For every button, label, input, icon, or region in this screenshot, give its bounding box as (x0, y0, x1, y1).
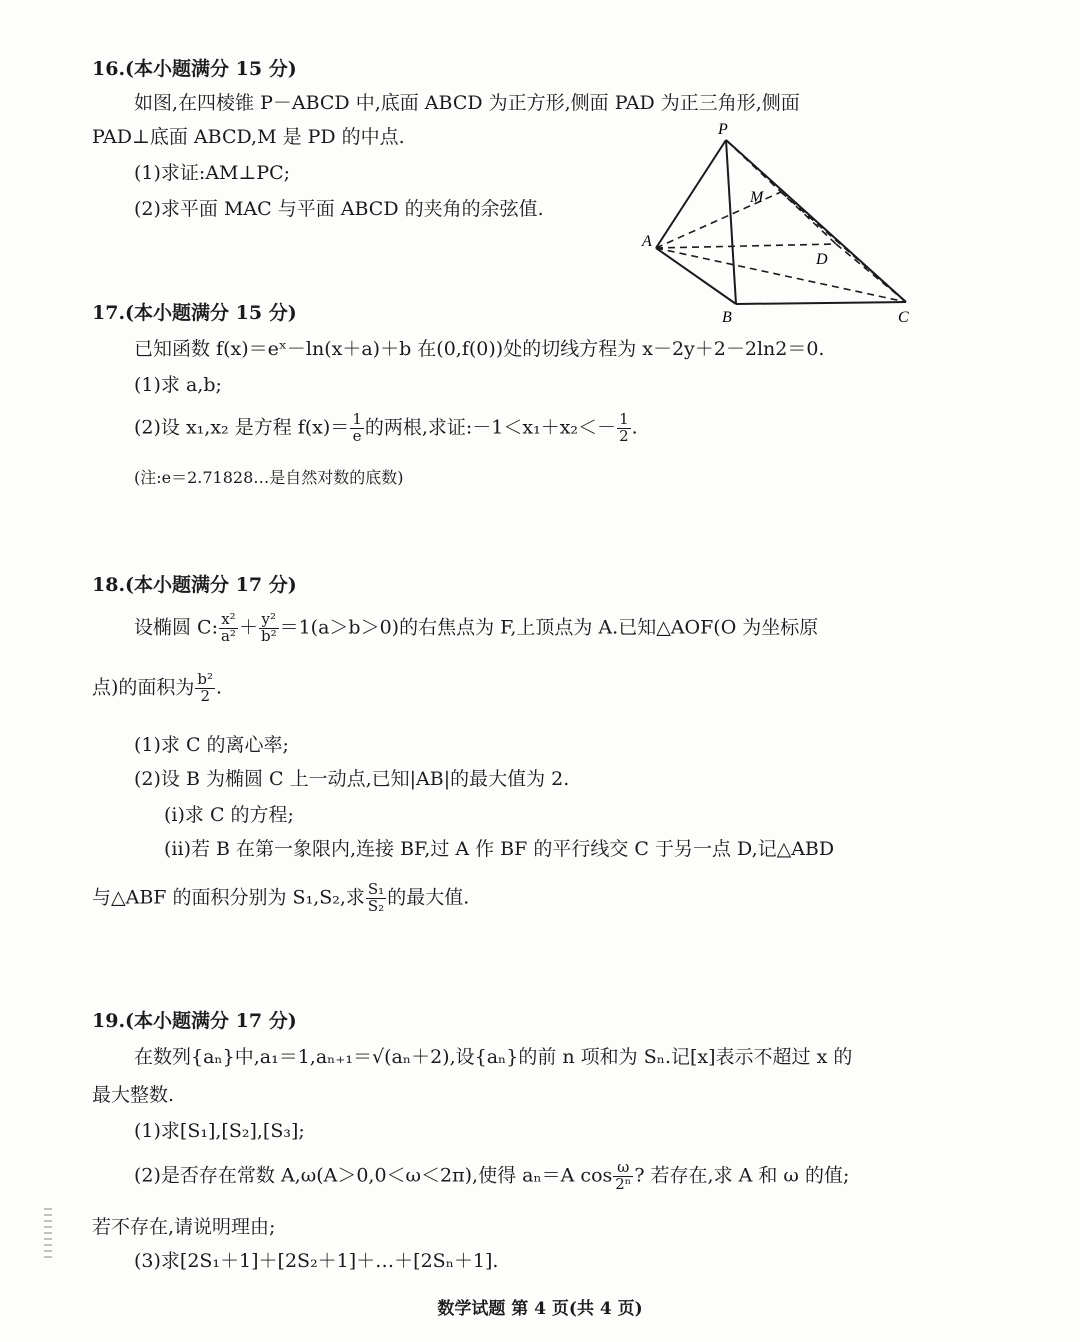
numerator: S₁ (367, 880, 385, 898)
q16-text-line2: PAD⊥底面 ABCD,M 是 PD 的中点. (92, 126, 405, 148)
q17-note: (注:e＝2.71828…是自然对数的底数) (134, 468, 404, 487)
q18-heading: 18.(本小题满分 17 分) (92, 574, 297, 596)
q17-text-line1: 已知函数 f(x)＝eˣ－ln(x＋a)＋b 在(0,f(0))处的切线方程为 x－2y＋2－2ln2＝0. (134, 338, 825, 360)
fraction (613, 1160, 633, 1193)
q18-part2-ii-line2 (92, 882, 469, 915)
denominator: 2 (200, 686, 210, 705)
denominator: 2ⁿ (615, 1174, 632, 1193)
q18-part1: (1)求 C 的离心率; (134, 734, 289, 756)
q18-l1-a: 设椭圆 C: (134, 616, 218, 639)
q19-heading: 19.(本小题满分 17 分) (92, 1010, 297, 1032)
numerator: x² (219, 612, 238, 629)
fraction (259, 612, 279, 645)
q19-p2-a: (2)是否存在常数 A,ω(A＞0,0＜ω＜2π),使得 aₙ＝A cos (134, 1164, 613, 1187)
q16-part2: (2)求平面 MAC 与平面 ABCD 的夹角的余弦值. (134, 198, 544, 220)
q16-heading: 16.(本小题满分 15 分) (92, 58, 297, 80)
numerator: 1 (352, 410, 362, 428)
page-footer: 数学试题 第 4 页(共 4 页) (437, 1299, 643, 1319)
numerator: 1 (619, 410, 629, 428)
numerator: b² (197, 670, 214, 688)
q19-p2-b: ? 若存在,求 A 和 ω 的值; (634, 1164, 850, 1187)
q17-part2-a: (2)设 x₁,x₂ 是方程 f(x)＝ (134, 416, 350, 439)
fraction (195, 672, 215, 705)
denominator: 2 (619, 426, 629, 445)
fraction (350, 412, 364, 445)
q18-part2-ii: (ii)若 B 在第一象限内,连接 BF,过 A 作 BF 的平行线交 C 于另一点 D,记△ABD (164, 838, 835, 860)
q17-part2-b: 的两根,求证:－1＜x₁＋x₂＜－ (364, 416, 617, 439)
scan-artifact (44, 1208, 52, 1258)
q18-part2: (2)设 B 为椭圆 C 上一动点,已知|AB|的最大值为 2. (134, 768, 570, 790)
label-c: C (898, 309, 909, 326)
q18-l2-b: . (216, 676, 223, 699)
q17-part1: (1)求 a,b; (134, 374, 222, 396)
q19-text-line1: 在数列{aₙ}中,a₁＝1,aₙ₊₁＝√(aₙ＋2),设{aₙ}的前 n 项和为 Sₙ.记[x]表示不超过 x 的 (134, 1046, 853, 1068)
pyramid-figure (630, 118, 920, 328)
fraction (366, 882, 386, 915)
q19-part2-line2: 若不存在,请说明理由; (92, 1216, 276, 1238)
q17-part2 (134, 412, 638, 445)
q19-part1: (1)求[S₁],[S₂],[S₃]; (134, 1120, 305, 1142)
numerator: ω (613, 1160, 633, 1177)
q18-part2-i: (i)求 C 的方程; (164, 804, 294, 826)
fraction (617, 412, 631, 445)
denominator: b² (260, 626, 277, 645)
label-b: B (722, 309, 732, 326)
denominator: a² (220, 626, 236, 645)
q17-part2-c: . (631, 416, 638, 439)
q18-l2-a: 点)的面积为 (92, 676, 195, 699)
label-m: M (750, 189, 764, 206)
q18-pii2-a: 与△ABF 的面积分别为 S₁,S₂,求 (92, 886, 365, 909)
q18-pii2-b: 的最大值. (387, 886, 470, 909)
q18-l1-b: ＋ (238, 616, 258, 639)
denominator: S₂ (367, 896, 385, 915)
q16-part1: (1)求证:AM⊥PC; (134, 162, 291, 184)
q18-text-line1 (134, 612, 818, 645)
label-d: D (816, 251, 828, 268)
numerator: y² (259, 612, 279, 629)
q16-text-line1: 如图,在四棱锥 P－ABCD 中,底面 ABCD 为正方形,侧面 PAD 为正三角形,侧面 (134, 92, 800, 114)
q19-part2 (134, 1160, 849, 1193)
denominator: e (352, 426, 362, 445)
q18-text-line2 (92, 672, 222, 705)
q19-text-line2: 最大整数. (92, 1084, 175, 1106)
q19-part3: (3)求[2S₁＋1]＋[2S₂＋1]＋…＋[2Sₙ＋1]. (134, 1250, 499, 1272)
q17-heading: 17.(本小题满分 15 分) (92, 302, 297, 324)
q18-l1-c: ＝1(a＞b＞0)的右焦点为 F,上顶点为 A.已知△AOF(O 为坐标原 (279, 616, 819, 639)
fraction (219, 612, 238, 645)
label-a: A (642, 233, 652, 250)
label-p: P (718, 121, 728, 138)
